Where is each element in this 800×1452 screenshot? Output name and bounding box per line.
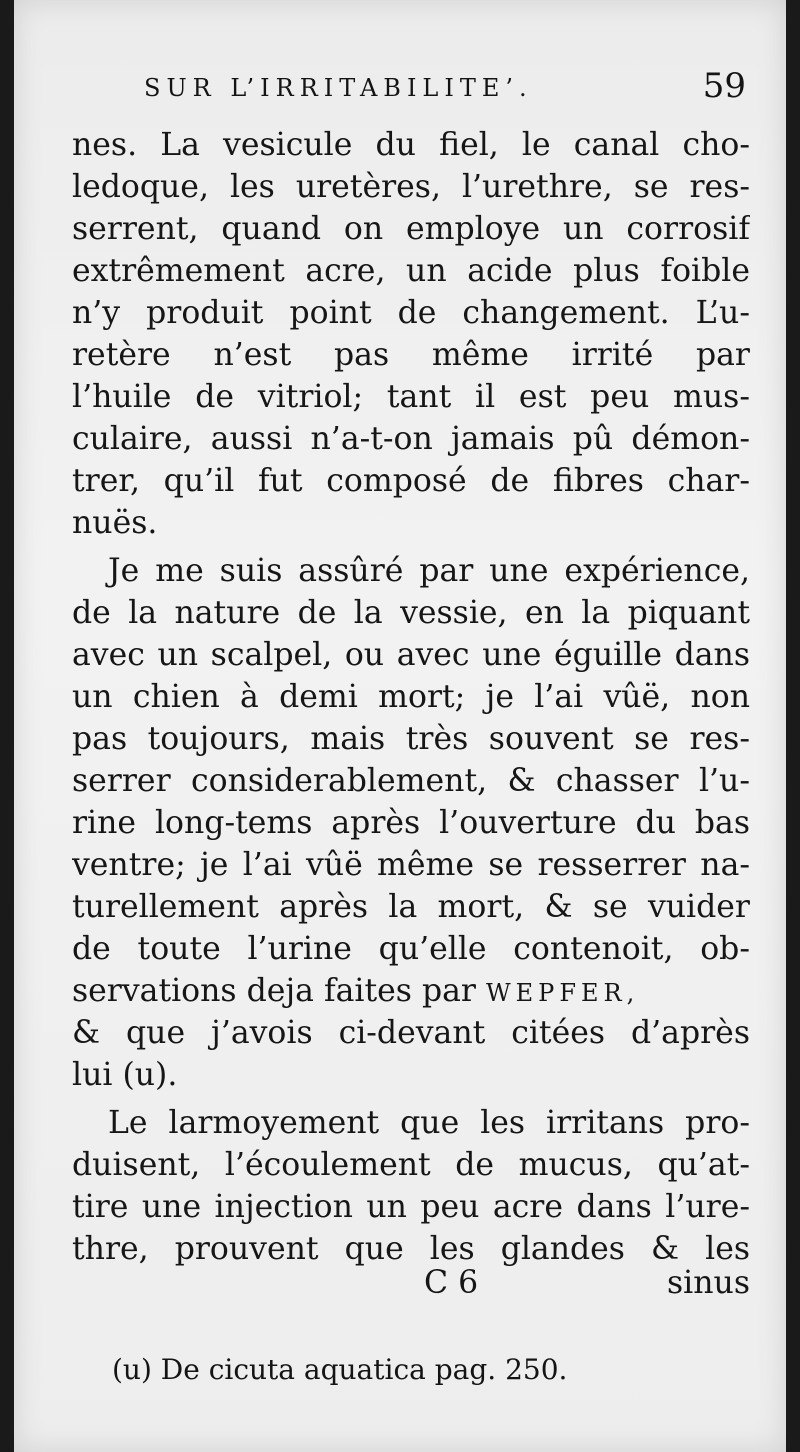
text-line: serrent, quand on employe un corrosif bbox=[72, 211, 750, 247]
footnote: (u) De cicuta aquatica pag. 250. bbox=[112, 1353, 568, 1386]
body-text bbox=[72, 124, 750, 1270]
text-line: extrêmement acre, un acide plus foible bbox=[72, 253, 750, 289]
text-line: & que j’avois ci-devant citées d’après bbox=[72, 1015, 750, 1051]
catchword: sinus bbox=[667, 1265, 750, 1301]
text-line: nes. La vesicule du fiel, le canal cho- bbox=[72, 127, 750, 163]
running-title: SUR L’IRRITABILITE’. bbox=[144, 74, 533, 102]
text-line: nuës. bbox=[72, 505, 158, 541]
text-line: trer, qu’il fut composé de fibres char- bbox=[72, 463, 750, 499]
text-line: turellement après la mort, & se vuider bbox=[72, 889, 750, 925]
text-line: ventre; je l’ai vûë même se resserrer na- bbox=[72, 847, 750, 883]
text-line: avec un scalpel, ou avec une éguille dans bbox=[72, 637, 750, 673]
text-line: duisent, l’écoulement de mucus, qu’at- bbox=[72, 1147, 750, 1183]
text-line: un chien à demi mort; je l’ai vûë, non bbox=[72, 679, 750, 715]
text-line: thre, prouvent que les glandes & les bbox=[72, 1231, 750, 1267]
text-line: de la nature de la vessie, en la piquant bbox=[72, 595, 750, 631]
paragraph-start-line: Je me suis assûré par une expérience, bbox=[108, 553, 750, 589]
text-line: retère n’est pas même irrité par bbox=[72, 337, 750, 373]
text-line: culaire, aussi n’a-t-on jamais pû démon- bbox=[72, 421, 750, 457]
paragraph-start-line: Le larmoyement que les irritans pro- bbox=[108, 1105, 750, 1141]
running-head bbox=[74, 66, 746, 110]
text-line: ledoque, les uretères, l’urethre, se res- bbox=[72, 169, 750, 205]
signature-mark: C 6 bbox=[424, 1265, 479, 1301]
text-line: de toute l’urine qu’elle contenoit, ob- bbox=[72, 931, 750, 967]
text-line: lui (u). bbox=[72, 1057, 178, 1093]
text-line: tire une injection un peu acre dans l’ure- bbox=[72, 1189, 750, 1225]
book-page bbox=[14, 0, 786, 1452]
text-line: pas toujours, mais très souvent se res- bbox=[72, 721, 750, 757]
text-line: serrer considerablement, & chasser l’u- bbox=[72, 763, 750, 799]
author-name: WEPFER, bbox=[485, 979, 640, 1007]
page-number: 59 bbox=[702, 66, 746, 106]
text-fragment: servations deja faites par bbox=[72, 973, 476, 1009]
text-line: l’huile de vitriol; tant il est peu mus- bbox=[72, 379, 750, 415]
text-line: n’y produit point de changement. L’u- bbox=[72, 295, 750, 331]
signature-row bbox=[72, 1262, 750, 1304]
text-line-with-author bbox=[72, 970, 750, 1012]
text-line: rine long-tems après l’ouverture du bas bbox=[72, 805, 750, 841]
